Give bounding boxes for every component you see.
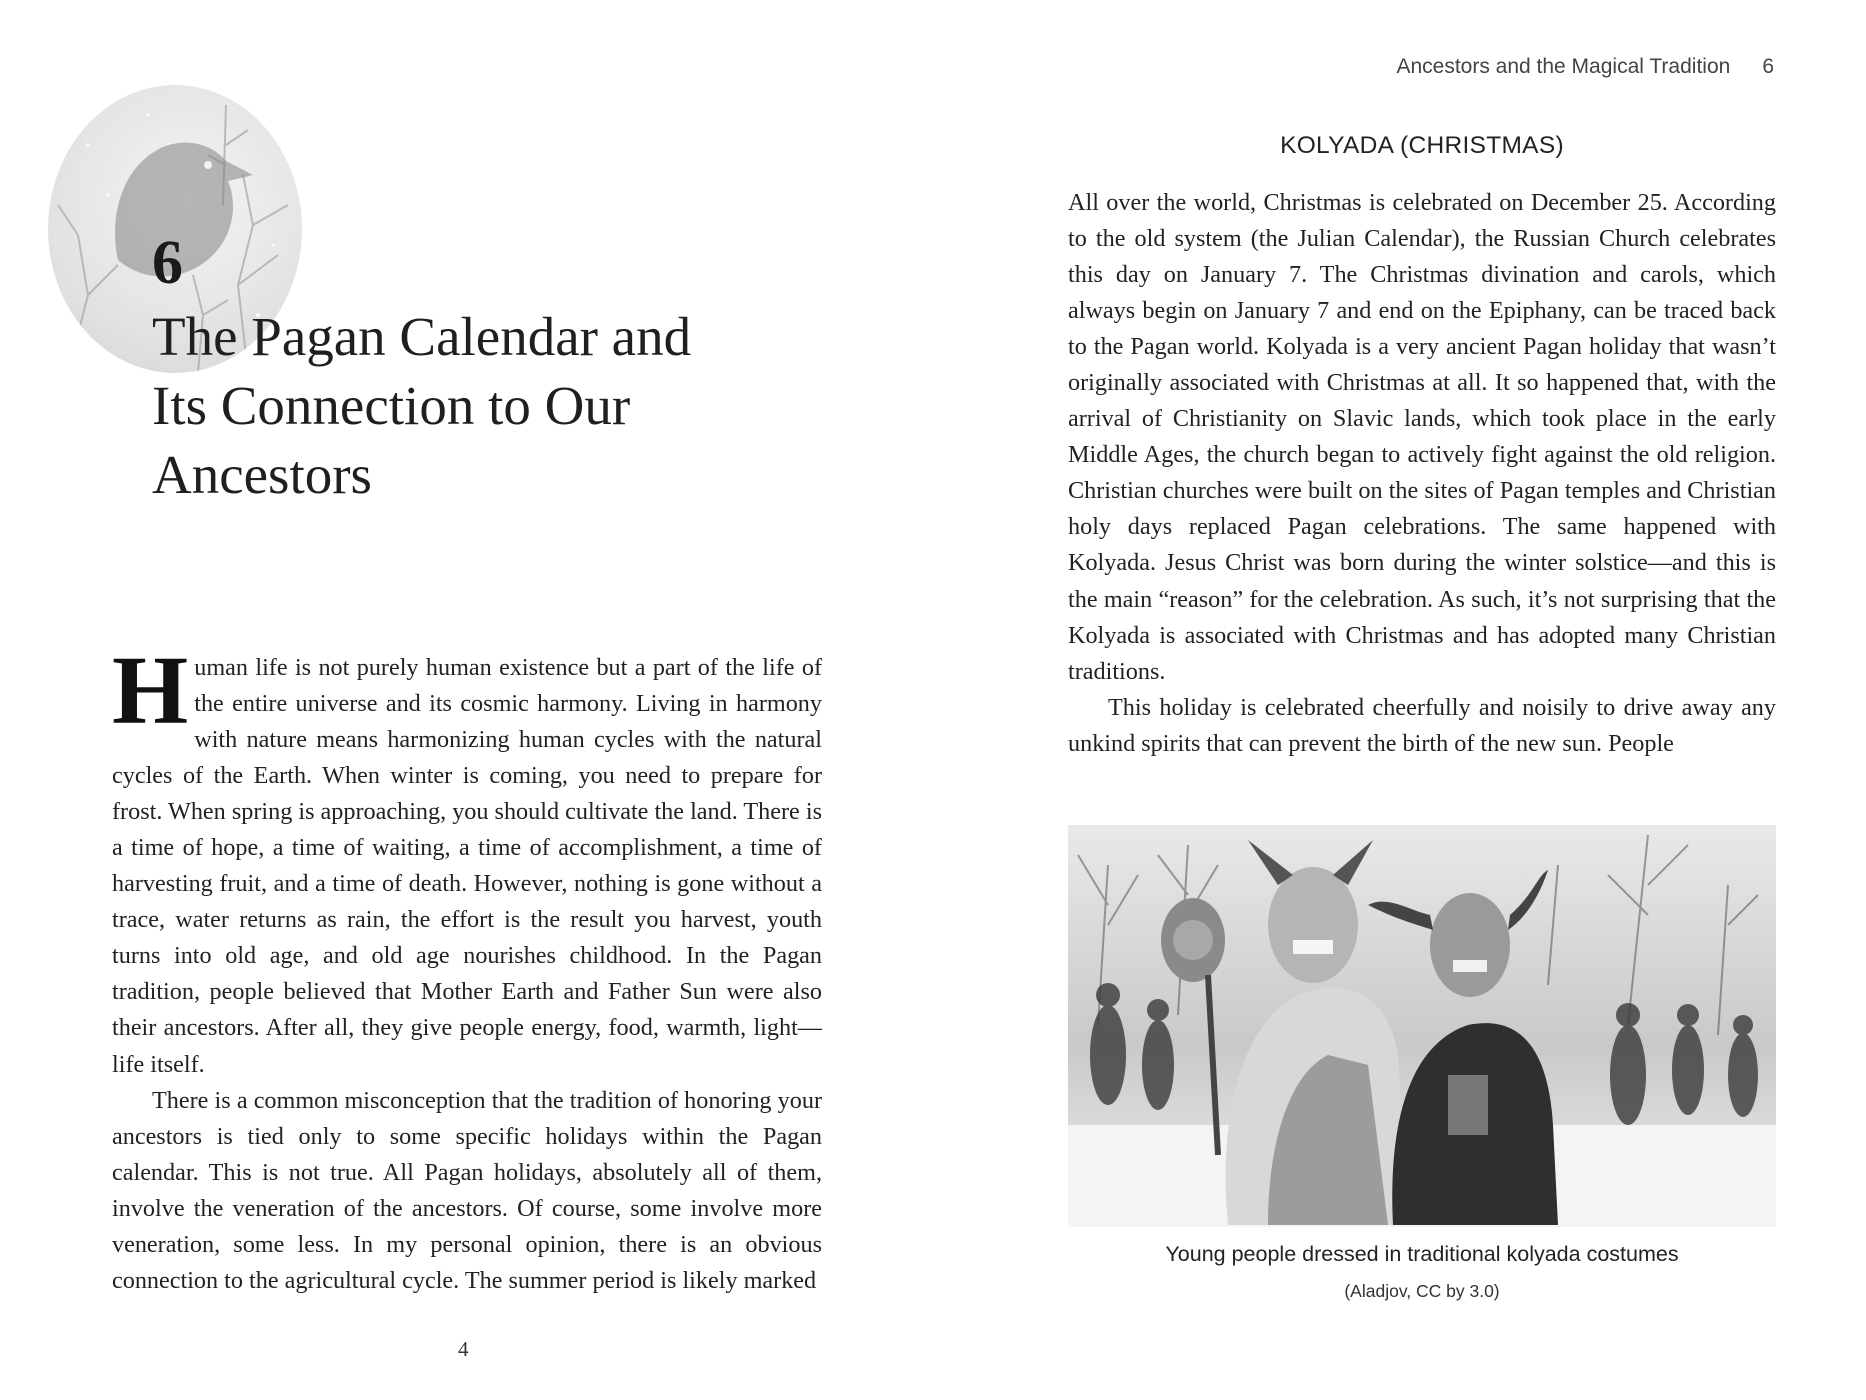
body-paragraph: There is a common misconception that the tradition of honoring your ancestors is tied only to some specific holidays within the Pagan calendar. This is not true. All Pagan holidays, absolutely all of them, involve the veneration of the ancestors. Of course, some involve more veneration, some less. In my personal opinion, there is an obvious connection to the agricultural cycle. The summer period is likely marked (112, 1086, 822, 1294)
running-head-title: Ancestors and the Magical Tradition (1396, 55, 1731, 78)
kolyada-costumes-photo (1068, 825, 1776, 1227)
page-number: 6 (1762, 55, 1774, 78)
photo-credit: (Aladjov, CC by 3.0) (1344, 1281, 1500, 1301)
chapter-title (152, 302, 792, 509)
left-body-text (112, 637, 822, 1299)
right-page (933, 0, 1866, 1400)
body-paragraph: All over the world, Christmas is celebrated on December 25. According to the old system (the Julian Calendar), the Russian Church celebrates this day on January 7. The Christmas divination and carols, which always begin on January 7 and end on the Epiphany, can be traced back to the Pagan world. Kolyada is a very ancient Pagan holiday that wasn’t originally associated with Christmas at all. It so happened that, with the arrival of Christianity on Slavic lands, which took place in the early Middle Ages, the church began to actively fight against the old religion. Christian churches were built on the sites of Pagan temples and Christian holy days replaced Pagan celebrations. The same happened with Kolyada. Jesus Christ was born during the winter solstice—and this is the main “reason” for the celebration. As such, it’s not surprising that the Kolyada is associated with Christmas and has adopted many Christian traditions. (1068, 189, 1776, 685)
section-heading: KOLYADA (CHRISTMAS) (1280, 132, 1564, 159)
chapter-number: 6 (152, 229, 183, 297)
body-paragraph (112, 637, 822, 1083)
chapter-title-line: The Pagan Calendar and (152, 306, 692, 367)
chapter-title-line: Ancestors (152, 444, 372, 505)
photo-caption: Young people dressed in traditional kolyada costumes (1165, 1242, 1679, 1266)
body-paragraph: This holiday is celebrated cheerfully and noisily to drive away any unkind spirits that can prevent the birth of the new sun. People (1068, 693, 1776, 757)
drop-cap: H (112, 637, 189, 745)
running-head (1396, 55, 1774, 79)
paragraph-text: uman life is not purely human existence but a part of the life of the entire universe and its cosmic harmony. Living in harmony with nature means harmonizing human cycles with the natural cycles of the Earth. When winter is coming, you need to prepare for frost. When spring is approaching, you should cultivate the land. There is a time of hope, a time of waiting, a time of accomplishment, a time of harvesting fruit, and a time of death. However, nothing is gone without a trace, water returns as rain, the effort is the result you harvest, youth turns into old age, and old age nourishes childhood. In the Pagan tradition, people believed that Mother Earth and Father Sun were also their ancestors. After all, they give people energy, food, warmth, light—life itself. (112, 654, 822, 1078)
page-number: 4 (458, 1337, 469, 1361)
right-body-text (1068, 185, 1776, 762)
chapter-title-line: Its Connection to Our (152, 375, 631, 436)
